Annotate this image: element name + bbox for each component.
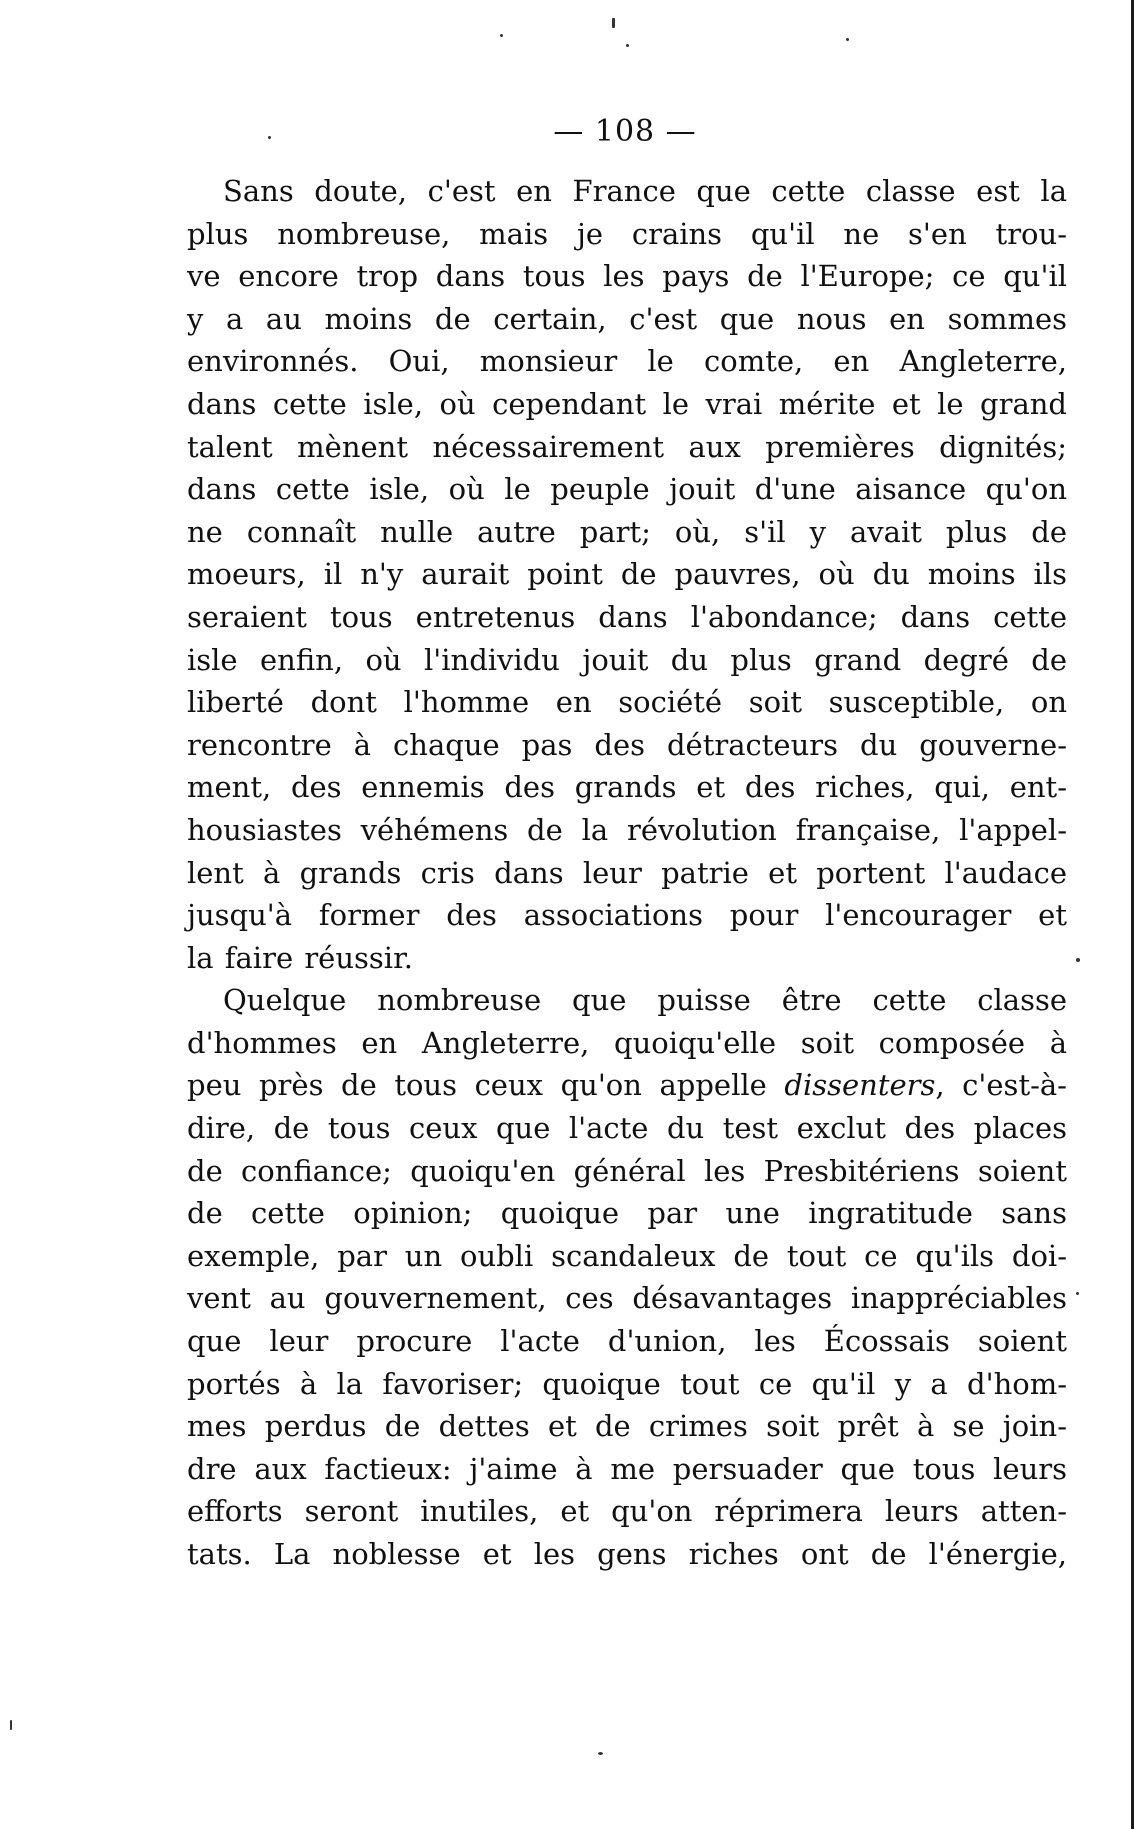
text-line-with-italic [187,1064,1067,1107]
scan-speck [10,1720,12,1730]
text-line: mes perdus de dettes et de crimes soit prêt à se join- [187,1409,1067,1444]
text-line: talent mènent nécessairement aux premières dignités; [187,429,1067,464]
text-line: que leur procure l'acte d'union, les Écossais soient [187,1324,1067,1359]
scan-speck [612,18,615,28]
scan-speck [598,1752,603,1755]
text-line: Quelque nombreuse que puisse être cette classe [223,983,1067,1018]
text-line: efforts seront inutiles, et qu'on réprimera leurs atten- [187,1494,1067,1529]
text-line: seraient tous entretenus dans l'abondance; dans cette [187,599,1067,634]
scan-speck [500,34,503,37]
scan-speck [626,44,629,47]
text-line: rencontre à chaque pas des détracteurs du gouverne- [187,727,1067,762]
text-line: ne connaît nulle autre part; où, s'il y avait plus de [187,514,1067,549]
text-line: la faire réussir. [187,940,413,975]
text-line: isle enfin, où l'individu jouit du plus grand degré de [187,642,1067,677]
text-line: de cette opinion; quoique par une ingratitude sans [187,1196,1067,1231]
text-line: housiastes véhémens de la révolution française, l'appel- [187,812,1067,847]
text-line: dans cette isle, où cependant le vrai mérite et le grand [187,386,1067,421]
scan-speck [1076,1292,1079,1295]
text-line: jusqu'à former des associations pour l'encourager et [187,898,1067,933]
text-line: lent à grands cris dans leur patrie et portent l'audace [187,855,1067,890]
body-text [187,170,1067,1576]
text-line: de confiance; quoiqu'en général les Presbitériens soient [187,1153,1067,1188]
text-line: vent au gouvernement, ces désavantages inappréciables [187,1281,1067,1316]
page-edge-border [1131,0,1134,1829]
text-line: ve encore trop dans tous les pays de l'Europe; ce qu'il [187,259,1067,294]
text-line: dans cette isle, où le peuple jouit d'une aisance qu'on [187,472,1067,507]
text-segment: peu près de tous ceux qu'on appelle [187,1068,785,1103]
text-line: plus nombreuse, mais je crains qu'il ne s'en trou- [187,216,1067,251]
text-line: d'hommes en Angleterre, quoiqu'elle soit composée à [187,1025,1067,1060]
text-line: liberté dont l'homme en société soit susceptible, on [187,685,1067,720]
text-segment: , c'est-à- [935,1068,1067,1103]
scan-speck [846,38,849,41]
text-line: moeurs, il n'y aurait point de pauvres, où du moins ils [187,557,1067,592]
italic-term: dissenters [784,1068,936,1103]
text-line: portés à la favoriser; quoique tout ce qu'il y a d'hom- [187,1366,1067,1401]
page-number: — 108 — [553,114,697,149]
text-line: y a au moins de certain, c'est que nous en sommes [187,301,1067,336]
paragraph-2 [187,979,1067,1575]
text-line: tats. La noblesse et les gens riches ont de l'énergie, [187,1537,1067,1571]
text-line: dre aux factieux: j'aime à me persuader que tous leurs [187,1451,1067,1486]
text-line: ment, des ennemis des grands et des riches, qui, ent- [187,770,1067,805]
paragraph-1 [187,170,1067,979]
text-line: exemple, par un oubli scandaleux de tout ce qu'ils doi- [187,1238,1067,1273]
text-line: environnés. Oui, monsieur le comte, en Angleterre, [187,344,1067,379]
scan-speck [1076,958,1080,962]
text-line: Sans doute, c'est en France que cette classe est la [223,174,1067,208]
text-line: dire, de tous ceux que l'acte du test exclut des places [187,1111,1067,1146]
